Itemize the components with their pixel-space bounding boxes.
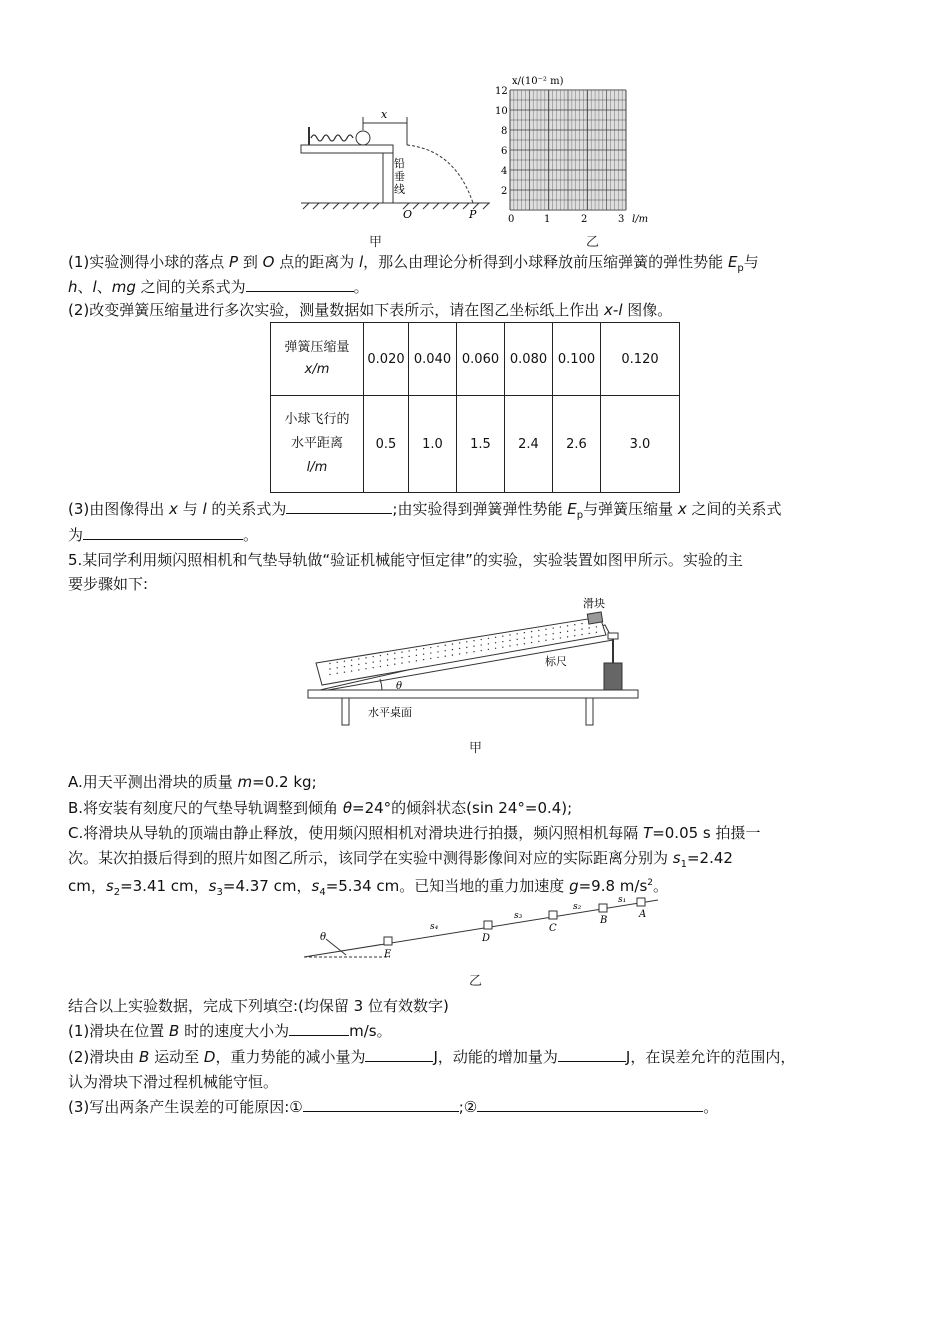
figure-flash-photo [298,895,668,965]
data-table [270,322,680,493]
answer-blank-velocity[interactable] [289,1020,349,1036]
grid-ylabel: x/(10⁻² m) [512,76,564,87]
grid-xtick-1: 1 [544,214,551,225]
answer-blank-xl[interactable] [286,498,392,514]
point-O: O [403,208,413,220]
figure-air-track [300,595,650,730]
grid-ytick-4: 4 [501,166,508,177]
q4-part2: (2)改变弹簧压缩量进行多次实验，测量数据如下表所示，请在图乙坐标纸上作出 x-l 图像。 [68,301,673,319]
grid-ytick-8: 8 [501,126,508,137]
grid-xtick-0: 0 [508,214,515,225]
seg-s3: s₃ [514,911,523,921]
grid-xtick-3: 3 [618,214,625,225]
answer-blank-reason2[interactable] [477,1096,703,1112]
point-C: C [549,923,557,934]
figure1-caption-a: 甲 [369,235,383,250]
q5-intro-2: 要步骤如下: [68,575,149,593]
point-D: D [482,933,491,944]
figure-b-caption: 乙 [469,974,483,989]
slider-label: 滑块 [583,597,605,610]
q5-stepB: B.将安装有刻度尺的气垫导轨调整到倾角 θ=24°的倾斜状态(sin 24°=0.4); [68,799,573,817]
table-cell: 1.0 [409,396,457,493]
theta-label-a: θ [396,681,403,692]
q4-part1-line1: (1)实验测得小球的落点 P 到 O 点的距离为 l，那么由理论分析得到小球释放前压缩弹簧的弹性势能 $E_p$与 [68,253,759,274]
point-A: A [639,909,647,920]
answer-blank-kinetic[interactable] [558,1046,626,1062]
table-cell: 0.120 [601,323,680,396]
grid-xtick-2: 2 [581,214,588,225]
grid-xlabel: l/m [632,214,649,225]
answer-blank-ep[interactable] [246,276,354,292]
q4-part3-line1: (3)由图像得出 x 与 l 的关系式为 ;由实验得到弹簧弹性势能 $E_p$与弹簧压缩量 x 之间的关系式 [68,500,782,521]
figure-a-caption: 甲 [469,741,483,756]
q5-stepC-1: C.将滑块从导轨的顶端由静止释放，使用频闪照相机对滑块进行拍摄，频闪照相机每隔 T=0.05 s 拍摄一 [68,824,761,842]
desk-label: 水平桌面 [368,706,412,719]
q4-part1-line2: h、l、mg 之间的关系式为 。 [68,278,369,296]
table-cell: 2.6 [553,396,601,493]
plumb-label-3: 线 [394,183,405,196]
table-cell: 2.4 [505,396,553,493]
plumb-label-1: 铅 [394,157,405,170]
q5-stepC-2: 次。某次拍摄后得到的照片如图乙所示，该同学在实验中测得影像间对应的实际距离分别为 $s_1=2.42$ [68,849,733,870]
ruler-label: 标尺 [545,655,567,668]
point-E: E [384,949,392,960]
answer-blank-reason1[interactable] [303,1096,459,1112]
table-cell: 0.020 [364,323,409,396]
table-cell: 0.100 [553,323,601,396]
table-cell: 0.060 [457,323,505,396]
table-head-x: 弹簧压缩量 x/m [271,323,364,396]
point-P: P [469,208,477,220]
q5-q2-line1: (2)滑块由 B 运动至 D，重力势能的减小量为 J，动能的增加量为 J，在误差允许的范围内， [68,1048,796,1066]
q5-q1: (1)滑块在位置 B 时的速度大小为 m/s。 [68,1022,392,1040]
q5-q3: (3)写出两条产生误差的可能原因:① ;② 。 [68,1098,719,1116]
figure1-caption-b: 乙 [586,235,600,250]
figure-spring-apparatus [295,105,495,220]
plumb-label-2: 垂 [394,170,405,183]
grid-ytick-10: 10 [495,106,508,117]
q5-q2-line2: 认为滑块下滑过程机械能守恒。 [68,1073,279,1091]
grid-ytick-6: 6 [501,146,508,157]
figure-grid-paper [490,72,655,227]
q5-combine: 结合以上实验数据，完成下列填空:(均保留 3 位有效数字) [68,997,449,1015]
point-B: B [600,915,608,926]
answer-blank-epx[interactable] [83,524,243,540]
table-cell: 3.0 [601,396,680,493]
q5-stepC-3: cm，$s_2=3.41$ cm，$s_3=4.37$ cm，$s_4=5.34$ cm。已知当地的重力加速度 g=9.8 $m/s^2$。 [68,877,669,898]
table-head-l: 小球飞行的 水平距离 l/m [271,396,364,493]
grid-ytick-2: 2 [501,186,508,197]
table-cell: 0.040 [409,323,457,396]
grid-ytick-12: 12 [495,86,508,97]
table-cell: 0.5 [364,396,409,493]
seg-s2: s₂ [573,902,582,912]
answer-blank-potential[interactable] [365,1046,433,1062]
q4-part3-line2: 为 。 [68,526,259,544]
seg-s4: s₄ [430,922,439,932]
table-cell: 1.5 [457,396,505,493]
q5-stepA: A.用天平测出滑块的质量 m=0.2 kg; [68,773,317,791]
table-cell: 0.080 [505,323,553,396]
theta-label-b: θ [320,932,327,943]
q5-intro-1: 5.某同学利用频闪照相机和气垫导轨做“验证机械能守恒定律”的实验，实验装置如图甲所示。实验的主 [68,551,743,569]
x-label: x [381,108,388,121]
seg-s1: s₁ [618,895,627,905]
